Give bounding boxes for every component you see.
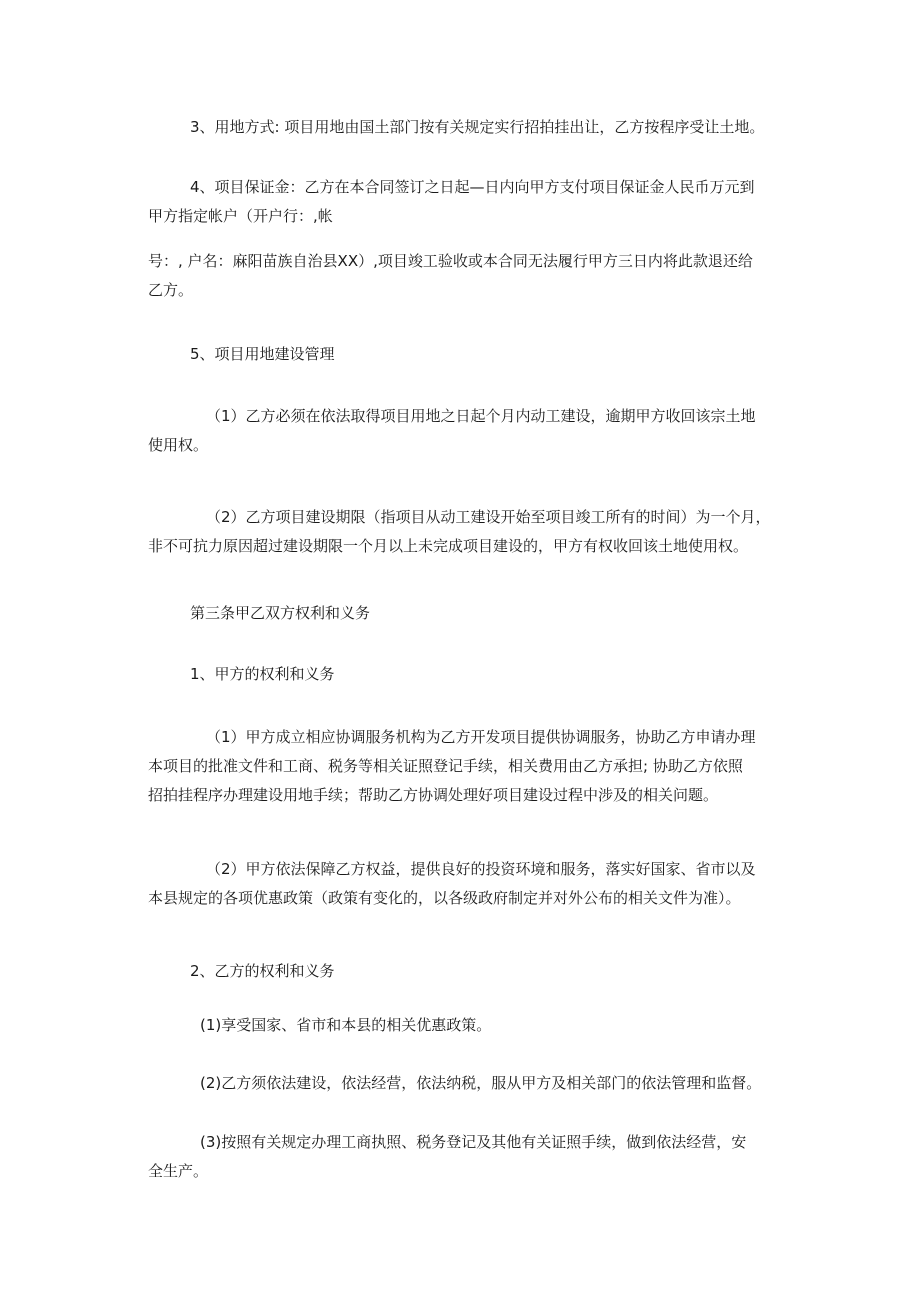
text-line: （1）乙方必须在依法取得项目用地之日起个月内动工建设，逾期甲方收回该宗土地 [206,407,756,425]
text-line: 第三条甲乙双方权利和义务 [190,604,371,622]
text-line: 全生产。 [148,1162,209,1180]
heading-article-3 [148,599,778,628]
paragraph-party-b-clause-1 [148,1011,778,1040]
paragraph-party-a-clause-1 [148,723,778,810]
text-line: 2、乙方的权利和义务 [190,962,335,980]
text-line: 号：, 户名：麻阳苗族自治县XX）,项目竣工验收或本合同无法履行甲方三日内将此款退还给 [148,252,753,270]
text-line: 4、项目保证金：乙方在本合同签订之日起—日内向甲方支付项目保证金人民币万元到 [190,178,755,196]
text-line: (2)乙方须依法建设，依法经营，依法纳税，服从甲方及相关部门的依法管理和监督。 [200,1074,762,1092]
text-line: 非不可抗力原因超过建设期限一个月以上未完成项目建设的，甲方有权收回该土地使用权。 [148,537,749,555]
text-line: （2）甲方依法保障乙方权益，提供良好的投资环境和服务，落实好国家、省市以及 [206,860,756,878]
paragraph-party-b-clause-2 [148,1069,778,1098]
heading-land-construction-management [148,340,778,369]
paragraph-account-info [148,247,778,305]
text-line: 3、用地方式: 项目用地由国土部门按有关规定实行招拍挂出让，乙方按程序受让土地。 [190,118,765,136]
text-line: 本项目的批准文件和工商、税务等相关证照登记手续，相关费用由乙方承担; 协助乙方依照 [148,757,743,775]
paragraph-party-a-clause-2 [148,855,778,913]
text-line: 5、项目用地建设管理 [190,345,335,363]
text-line: 1、甲方的权利和义务 [190,665,335,683]
paragraph-land-use-method [148,113,778,142]
paragraph-clause-5-2 [148,503,778,561]
text-line: （1）甲方成立相应协调服务机构为乙方开发项目提供协调服务，协助乙方申请办理 [206,728,756,746]
text-line: 甲方指定帐户（开户行：,帐 [148,207,333,225]
text-line: 本县规定的各项优惠政策（政策有变化的，以各级政府制定并对外公布的相关文件为准）。 [148,889,741,907]
paragraph-project-deposit [148,173,778,231]
paragraph-clause-5-1 [148,402,778,460]
text-line: 使用权。 [148,436,209,454]
paragraph-party-b-clause-3 [148,1128,778,1186]
heading-party-a-rights [148,660,778,689]
text-line: (3)按照有关规定办理工商执照、税务登记及其他有关证照手续，做到依法经营，安 [200,1133,747,1151]
heading-party-b-rights [148,957,778,986]
text-line: 招拍挂程序办理建设用地手续；帮助乙方协调处理好项目建设过程中涉及的相关问题。 [148,786,719,804]
text-line: (1)享受国家、省市和本县的相关优惠政策。 [200,1016,492,1034]
text-line: （2）乙方项目建设期限（指项目从动工建设开始至项目竣工所有的时间）为一个月， [206,508,771,526]
text-line: 乙方。 [148,281,194,299]
